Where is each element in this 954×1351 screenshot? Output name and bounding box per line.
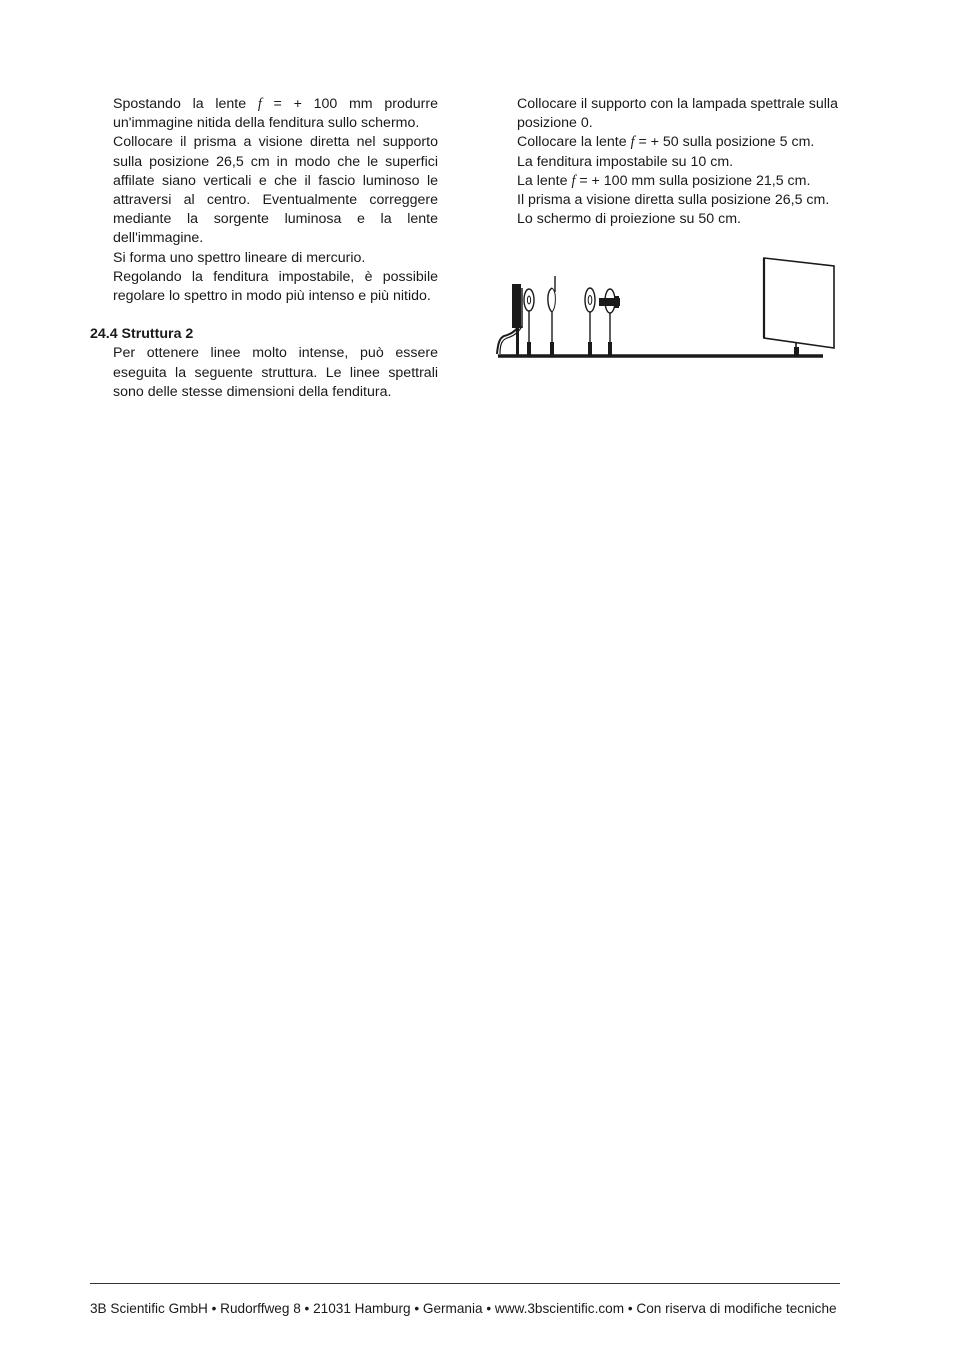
instruction-line xyxy=(517,210,847,229)
text-segment: Collocare il supporto con la lampada spettrale sulla posizione 0. xyxy=(517,96,838,132)
optical-bench-figure xyxy=(492,252,842,364)
direct-vision-prism xyxy=(599,289,620,356)
projection-screen xyxy=(764,258,834,356)
spectral-lamp xyxy=(497,284,523,356)
paragraph-slit-adjust: Regolando la fenditura impostabile, è possibile regolare lo spettro in modo più intenso e più nitido. xyxy=(113,268,438,305)
section-heading: 24.4 Struttura 2 xyxy=(90,326,194,343)
text-segment: Lo schermo di proiezione su 50 cm. xyxy=(517,211,741,228)
left-column xyxy=(90,95,438,402)
paragraph-spectrum: Si forma uno spettro lineare di mercurio. xyxy=(113,249,366,266)
paragraph-setup-2: Per ottenere linee molto intense, può essere eseguita la seguente struttura. Le linee spettrali sono delle stesse dimensioni della fenditura. xyxy=(113,345,438,400)
lens-f100 xyxy=(585,288,595,356)
focal-variable: f xyxy=(571,172,576,189)
text-segment: La fenditura impostabile su 10 cm. xyxy=(517,153,734,170)
instruction-line xyxy=(517,95,847,133)
instruction-line xyxy=(517,153,847,172)
text-segment: Il prisma a visione diretta sulla posizione 26,5 cm. xyxy=(517,192,830,209)
text-segment: = + 100 mm sulla posizione 21,5 cm. xyxy=(575,172,811,189)
paragraph-lens-focus xyxy=(90,95,438,133)
adjustable-slit xyxy=(548,276,556,356)
spacer xyxy=(90,306,438,325)
instruction-line xyxy=(517,172,847,191)
text-segment: La lente xyxy=(517,172,572,189)
footer-divider xyxy=(90,1283,840,1284)
text-segment: = + 50 sulla posizione 5 cm. xyxy=(634,134,815,151)
focal-variable: f xyxy=(630,134,635,151)
text-segment: Spostando la lente xyxy=(113,96,258,112)
focal-variable: f xyxy=(257,96,262,112)
footer-text: 3B Scientific GmbH • Rudorffweg 8 • 21031 Hamburg • Germania • www.3bscientific.com • Con riserva di modifiche tecniche xyxy=(90,1301,837,1316)
lens-f50 xyxy=(524,289,534,356)
instruction-line xyxy=(517,191,847,210)
right-column xyxy=(517,95,847,229)
paragraph-prism: Collocare il prisma a visione diretta nel supporto sulla posizione 26,5 cm in modo che le superfici affilate siano verticali e che il fascio luminoso le attraversi al centro. Eventualmente correggere mediante la sorgente luminosa e la lente dell'immagine. xyxy=(113,134,438,247)
text-segment: Collocare la lente xyxy=(517,134,631,151)
text-segment: = + 100 mm produrre un'immagine nitida della fenditura sullo schermo. xyxy=(113,96,438,132)
instruction-line xyxy=(517,133,847,152)
